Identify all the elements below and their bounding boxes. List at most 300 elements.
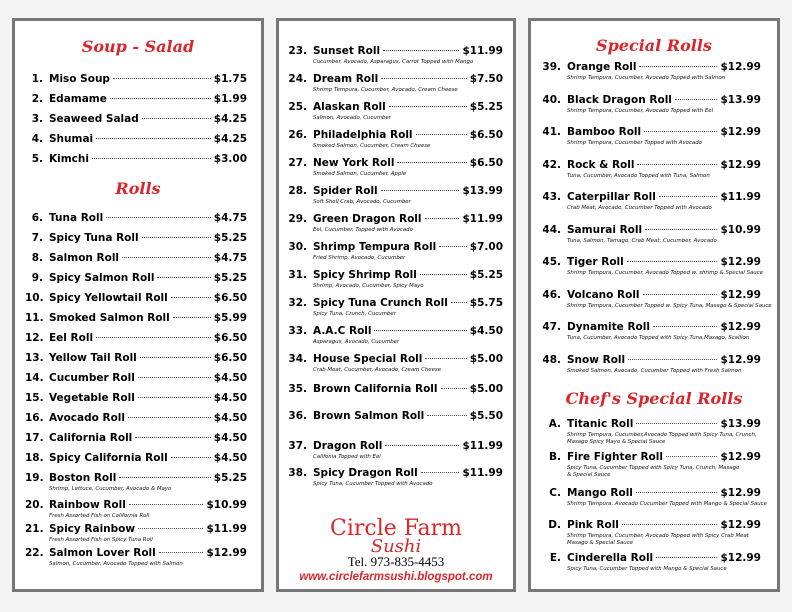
menu-item <box>541 552 761 565</box>
menu-item <box>287 157 503 170</box>
menu-item-price: $5.75 <box>469 297 503 309</box>
menu-item-price: $11.99 <box>462 213 503 225</box>
menu-item <box>541 224 761 237</box>
leader-dots <box>385 445 459 446</box>
leader-dots <box>675 99 718 100</box>
menu-item-number: 11. <box>25 312 44 324</box>
menu-item <box>27 73 247 86</box>
leader-dots <box>397 162 466 163</box>
menu-item <box>27 133 247 146</box>
menu-item-number: 27. <box>288 157 307 169</box>
menu-item <box>25 292 247 305</box>
leader-dots <box>627 261 718 262</box>
menu-item-number: 5. <box>31 153 43 165</box>
menu-item <box>25 392 247 405</box>
menu-item-description: Shrimp Tempura, Cucumber Topped w. Spicy Tuna, Masago & Special Sauce <box>567 302 772 309</box>
menu-item-number: C. <box>549 487 561 499</box>
menu-item-name: Fire Fighter Roll <box>567 451 663 463</box>
menu-item-price: $4.50 <box>213 412 247 424</box>
menu-item-price: $3.00 <box>213 153 247 165</box>
menu-item <box>25 472 247 485</box>
menu-item-name: Spicy Rainbow <box>49 523 136 535</box>
menu-item-number: 12. <box>25 332 44 344</box>
menu-item <box>25 499 247 512</box>
menu-item-name: Spicy Dragon Roll <box>313 467 418 479</box>
menu-item-description: Shrimp Tempura, Cucumber, Avocado, Cream Cheese <box>313 87 458 93</box>
menu-item-number: 14. <box>25 372 44 384</box>
menu-item-name: Brown Salmon Roll <box>313 410 425 422</box>
menu-item-description: & Special Sauce <box>567 472 611 478</box>
leader-dots <box>420 274 467 275</box>
menu-item-description: Spicy Tuna, Cucumber Topped with Avocado <box>313 481 433 487</box>
leader-dots <box>636 492 718 493</box>
menu-item-name: Dream Roll <box>313 73 379 85</box>
menu-item-description: Salmon, Avocado, Cucumber <box>313 115 391 121</box>
leader-dots <box>381 78 467 79</box>
menu-item <box>25 372 247 385</box>
menu-item-description: Shrimp Tempura, Cucumber, Avocado Topped with Spicy Crab Meat <box>567 533 749 539</box>
menu-item-name: Cinderella Roll <box>567 552 654 564</box>
menu-item-number: 35. <box>288 383 307 395</box>
menu-item-price: $13.99 <box>462 185 503 197</box>
menu-item-name: Sunset Roll <box>313 45 381 57</box>
menu-item-number: 43. <box>542 191 561 203</box>
menu-item-number: 34. <box>288 353 307 365</box>
menu-item-price: $6.50 <box>213 332 247 344</box>
menu-item-number: 40. <box>542 93 561 106</box>
menu-item-number: 19. <box>25 472 44 484</box>
menu-item-number: 31. <box>288 269 307 281</box>
menu-item <box>287 410 503 423</box>
menu-item <box>541 191 761 204</box>
menu-item-description: Tuna, Salmon, Tamago, Crab Meat, Cucumber, Avocado <box>567 237 717 244</box>
menu-item-description: Salmon, Cucumber, Avocado Topped with Salmon <box>49 561 183 567</box>
menu-item-price: $11.99 <box>206 523 247 535</box>
menu-item-number: 21. <box>25 523 44 535</box>
menu-item-number: 2. <box>31 93 43 105</box>
menu-item-price: $12.99 <box>720 321 761 333</box>
leader-dots <box>666 456 718 457</box>
menu-item-name: Rainbow Roll <box>49 499 126 511</box>
menu-item-number: 23. <box>288 45 307 57</box>
menu-item-price: $6.50 <box>213 292 247 304</box>
menu-item <box>287 353 503 366</box>
menu-item-name: Spicy California Roll <box>49 452 168 464</box>
menu-item-price: $5.99 <box>213 312 247 324</box>
menu-item <box>25 432 247 445</box>
menu-item <box>541 61 761 74</box>
menu-item-description: Spicy Tuna, Cucumber Topped with Mango & Special Sauce <box>567 566 727 572</box>
menu-item-name: Brown California Roll <box>313 383 438 395</box>
leader-dots <box>383 50 459 51</box>
menu-item-description: Smoked Salmon, Avocado, Cucumber Topped with Fresh Salmon <box>567 367 742 374</box>
menu-item-price: $13.99 <box>720 418 761 430</box>
heading-special-rolls: Special Rolls <box>596 36 712 55</box>
menu-item-number: 16. <box>25 412 44 424</box>
menu-item <box>541 519 761 532</box>
menu-item-price: $12.99 <box>720 487 761 499</box>
menu-item-number: 45. <box>542 256 561 268</box>
menu-item-name: Dynamite Roll <box>567 321 650 333</box>
leader-dots <box>138 528 203 529</box>
menu-item-price: $4.50 <box>469 325 503 337</box>
menu-item <box>287 101 503 114</box>
menu-item <box>287 241 503 254</box>
menu-item-description: Fried Shrimp, Avocado, Cucumber <box>313 255 406 261</box>
menu-item-number: 8. <box>31 252 43 264</box>
leader-dots <box>645 229 717 230</box>
menu-panel-right <box>528 18 780 592</box>
menu-item <box>25 312 247 325</box>
menu-item-name: Black Dragon Roll <box>567 93 672 106</box>
menu-panel-left <box>12 18 264 592</box>
menu-item-number: 9. <box>31 272 43 284</box>
menu-item-number: 6. <box>31 212 43 224</box>
menu-item-price: $5.25 <box>469 269 503 281</box>
heading-rolls: Rolls <box>115 179 161 198</box>
menu-item-name: Tiger Roll <box>567 256 624 268</box>
menu-item-name: Caterpillar Roll <box>567 191 656 203</box>
menu-item-description: Eel, Cucumber, Topped with Avocado <box>313 227 413 233</box>
website-link[interactable]: www.circlefarmsushi.blogspot.com <box>299 571 493 583</box>
menu-item-name: Spicy Yellowtail Roll <box>49 292 168 304</box>
menu-item-description: Smoked Salmon, Cucumber, Cream Cheese <box>313 143 431 149</box>
leader-dots <box>128 417 211 418</box>
menu-item-name: Mango Roll <box>567 487 633 499</box>
menu-item-number: 17. <box>25 432 44 444</box>
menu-item-price: $5.25 <box>213 472 247 484</box>
menu-item <box>541 418 761 431</box>
leader-dots <box>129 504 204 505</box>
menu-item-number: 41. <box>542 126 561 138</box>
menu-item-name: Yellow Tail Roll <box>49 352 137 364</box>
menu-item <box>25 412 247 425</box>
menu-item-number: 44. <box>542 223 561 236</box>
menu-item-price: $12.99 <box>720 451 761 463</box>
menu-item-number: 10. <box>25 292 44 304</box>
menu-item-price: $12.99 <box>720 353 761 366</box>
menu-item-description: Soft Shell Crab, Avocado, Cucumber <box>313 199 411 205</box>
menu-item-price: $1.99 <box>213 93 247 105</box>
menu-item-price: $5.25 <box>213 272 247 284</box>
menu-item <box>27 153 247 166</box>
menu-item <box>541 94 761 107</box>
menu-item <box>287 73 503 86</box>
menu-item <box>25 332 247 345</box>
menu-item-number: 28. <box>288 185 307 197</box>
leader-dots <box>135 437 211 438</box>
menu-item-number: 29. <box>288 213 307 225</box>
menu-item-description: Shrimp, Avocado, Cucumber, Spicy Mayo <box>313 283 424 289</box>
menu-item-number: 46. <box>542 288 561 301</box>
menu-item <box>27 93 247 106</box>
menu-item-description: Tuna, Cucumber, Avocado Topped with Spicy Tuna,Masago, Scallion <box>567 335 750 341</box>
menu-item-number: D. <box>548 519 561 531</box>
leader-dots <box>138 377 211 378</box>
menu-item-name: Miso Soup <box>49 73 110 85</box>
menu-item-name: Bamboo Roll <box>567 126 642 138</box>
menu-item-price: $11.99 <box>462 440 503 452</box>
leader-dots <box>171 297 211 298</box>
leader-dots <box>122 257 211 258</box>
menu-item-description: Shrimp Tempura, Cucumber,Avocado Topped with Spicy Tuna, Crunch, <box>567 432 757 438</box>
leader-dots <box>110 98 211 99</box>
menu-item <box>287 269 503 282</box>
menu-item-number: 30. <box>288 241 307 253</box>
menu-item-price: $6.50 <box>469 129 503 141</box>
menu-item-name: Philadelphia Roll <box>313 129 413 141</box>
menu-item <box>287 383 503 396</box>
menu-item-description: Shrimp Tempura, Avocado Cucumber Topped with Mango & Special Sauce <box>567 501 767 507</box>
menu-item-description: Fresh Assorted Fish on Spicy Tuna Roll <box>49 537 153 543</box>
menu-item-name: California Roll <box>49 432 133 444</box>
menu-item-description: Cucumber, Avocado, Asparagus, Carrot Topped with Mango <box>313 59 474 65</box>
phone-number: Tel. 973-835-4453 <box>347 554 445 569</box>
menu-item-description: Califonia Topped with Eel <box>313 454 381 460</box>
leader-dots <box>451 302 467 303</box>
menu-item-name: House Special Roll <box>313 353 423 365</box>
menu-item-number: 38. <box>288 467 307 479</box>
menu-item-price: $5.25 <box>469 101 503 113</box>
menu-item <box>287 129 503 142</box>
menu-item <box>287 440 503 453</box>
menu-item <box>287 45 503 58</box>
menu-item <box>541 126 761 139</box>
leader-dots <box>636 423 717 424</box>
menu-item-price: $12.99 <box>720 61 761 73</box>
menu-item-price: $6.50 <box>469 157 503 169</box>
menu-item-name: Spicy Salmon Roll <box>49 272 155 284</box>
menu-item-price: $5.00 <box>469 383 503 395</box>
menu-item-name: Eel Roll <box>49 332 94 344</box>
menu-item-description: Crab Meat, Avocado, Cucumber Topped with Avocado <box>567 205 712 211</box>
leader-dots <box>637 164 717 165</box>
menu-item <box>25 272 247 285</box>
menu-item <box>541 354 761 367</box>
menu-item-name: Snow Roll <box>567 353 626 366</box>
menu-item-name: Green Dragon Roll <box>313 213 422 225</box>
menu-item-name: Seaweed Salad <box>49 113 139 125</box>
menu-item-name: Boston Roll <box>49 472 117 484</box>
menu-item-description: Shrimp Tempura, Cucumber Topped with Avocado <box>567 140 702 146</box>
menu-item-number: 32. <box>288 297 307 309</box>
leader-dots <box>427 415 467 416</box>
leader-dots <box>416 134 467 135</box>
menu-item <box>541 451 761 464</box>
menu-item-description: Tuna, Cucumber, Avocado Topped with Tuna, Salmon <box>567 172 710 179</box>
menu-item-number: 7. <box>31 232 43 244</box>
menu-item <box>541 487 761 500</box>
menu-item-price: $4.25 <box>213 133 247 145</box>
menu-item-price: $12.99 <box>720 552 761 564</box>
menu-item-price: $4.50 <box>213 392 247 404</box>
menu-item-number: 37. <box>288 440 307 452</box>
heading-soup-salad: Soup - Salad <box>81 37 195 56</box>
menu-item <box>287 467 503 480</box>
menu-item <box>541 256 761 269</box>
leader-dots <box>439 246 467 247</box>
leader-dots <box>639 66 717 67</box>
menu-item-number: 24. <box>288 73 307 85</box>
menu-item-price: $13.99 <box>720 93 761 106</box>
menu-item-price: $12.99 <box>720 256 761 268</box>
menu-item-name: Spicy Shrimp Roll <box>313 269 417 281</box>
leader-dots <box>157 277 210 278</box>
leader-dots <box>389 106 467 107</box>
menu-item-description: Shrimp Tempura, Cucumber, Avocado Topped w. shrimp & Special Sauce <box>567 270 764 276</box>
menu-item-price: $7.50 <box>469 73 503 85</box>
menu-item-description: Shrimp Tempura, Cucumber, Avocado Topped with Eel <box>567 107 714 114</box>
menu-item-price: $4.75 <box>213 252 247 264</box>
menu-item-name: Rock & Roll <box>567 158 635 171</box>
menu-panel-middle <box>276 18 516 592</box>
menu-item-description: Masago Spicy Mayo & Special Sauce <box>567 439 666 445</box>
leader-dots <box>140 357 211 358</box>
menu-item-name: Orange Roll <box>567 61 637 73</box>
menu-item-number: 3. <box>31 113 43 125</box>
menu-item-name: Salmon Roll <box>49 252 120 264</box>
leader-dots <box>173 317 211 318</box>
menu-item-description: Asparagus, Avocado, Cucumber <box>313 339 400 345</box>
menu-item-price: $7.00 <box>469 241 503 253</box>
menu-item-number: 13. <box>25 352 44 364</box>
menu-item-number: 1. <box>31 73 43 85</box>
menu-item-price: $12.99 <box>206 547 247 559</box>
leader-dots <box>374 330 466 331</box>
leader-dots <box>441 388 467 389</box>
menu-item-name: Kimchi <box>49 153 89 165</box>
menu-item <box>287 213 503 226</box>
menu-item <box>25 547 247 560</box>
menu-item-price: $12.99 <box>720 126 761 138</box>
menu-item <box>25 232 247 245</box>
menu-item-name: Alaskan Roll <box>313 101 386 113</box>
leader-dots <box>119 477 210 478</box>
leader-dots <box>644 131 717 132</box>
menu-item-description: Smoked Salmon, Cucumber, Apple <box>313 171 407 177</box>
menu-item-number: 20. <box>25 499 44 511</box>
menu-item-price: $10.99 <box>206 499 247 511</box>
menu-item-name: Spicy Tuna Crunch Roll <box>313 297 448 309</box>
leader-dots <box>96 337 211 338</box>
menu-item-price: $4.50 <box>213 432 247 444</box>
menu-item-name: Edamame <box>49 93 107 105</box>
menu-item-price: $12.99 <box>720 158 761 171</box>
menu-item-description: Spicy Tuna, Crunch, Cucumber <box>313 311 396 317</box>
menu-item-price: $4.50 <box>213 372 247 384</box>
leader-dots <box>96 138 211 139</box>
menu-item-name: Smoked Salmon Roll <box>49 312 170 324</box>
menu-item-price: $12.99 <box>720 519 761 531</box>
menu-item-number: 4. <box>31 133 43 145</box>
menu-item-number: 22. <box>25 547 44 559</box>
menu-item-name: Spicy Tuna Roll <box>49 232 139 244</box>
menu-item-name: Volcano Roll <box>567 288 640 301</box>
menu-item <box>541 321 761 334</box>
restaurant-name: Circle Farm <box>329 516 463 541</box>
leader-dots <box>643 294 718 295</box>
menu-item-number: 42. <box>542 158 561 171</box>
menu-item <box>25 352 247 365</box>
menu-item-number: E. <box>549 552 561 564</box>
menu-item <box>541 289 761 302</box>
leader-dots <box>659 196 718 197</box>
heading-chefs-special-rolls: Chef's Special Rolls <box>565 389 743 408</box>
menu-item-number: 36. <box>288 410 307 422</box>
menu-item-number: 25. <box>288 101 307 113</box>
menu-item <box>287 297 503 310</box>
menu-item-number: 47. <box>542 321 561 333</box>
leader-dots <box>113 78 211 79</box>
menu-item-price: $4.75 <box>213 212 247 224</box>
menu-item-description: Shrimp Tempura, Cucumber, Avocado Topped with Salmon <box>567 75 726 81</box>
menu-item-name: Tuna Roll <box>49 212 104 224</box>
menu-item-name: Dragon Roll <box>313 440 383 452</box>
menu-item-price: $4.50 <box>213 452 247 464</box>
menu-item-number: 18. <box>25 452 44 464</box>
menu-item-name: Shrimp Tempura Roll <box>313 241 437 253</box>
menu-item <box>27 113 247 126</box>
menu-item-price: $11.99 <box>462 45 503 57</box>
leader-dots <box>171 457 211 458</box>
menu-item-name: Vegetable Roll <box>49 392 135 404</box>
menu-item <box>287 325 503 338</box>
menu-item-price: $6.50 <box>213 352 247 364</box>
menu-item-number: 33. <box>288 325 307 337</box>
leader-dots <box>142 118 211 119</box>
menu-item <box>25 523 247 536</box>
restaurant-subname: Sushi <box>370 536 422 557</box>
leader-dots <box>159 552 204 553</box>
menu-item-name: Samurai Roll <box>567 223 643 236</box>
leader-dots <box>106 217 211 218</box>
menu-item <box>25 212 247 225</box>
menu-item-name: Avocado Roll <box>49 412 126 424</box>
menu-item <box>25 452 247 465</box>
menu-item-number: 15. <box>25 392 44 404</box>
leader-dots <box>656 557 717 558</box>
menu-item <box>287 185 503 198</box>
menu-item-description: Spicy Tuna, Cucumber Topped with Spicy Tuna, Crunch, Masago <box>567 465 740 471</box>
leader-dots <box>653 326 718 327</box>
menu-item-number: 26. <box>288 129 307 141</box>
menu-item-number: 48. <box>542 353 561 366</box>
menu-item-name: Spider Roll <box>313 185 378 197</box>
leader-dots <box>622 524 718 525</box>
leader-dots <box>142 237 211 238</box>
menu-item-price: $11.99 <box>462 467 503 479</box>
menu-item-name: Cucumber Roll <box>49 372 135 384</box>
menu-item-number: B. <box>549 451 561 463</box>
menu-item-number: 39. <box>542 61 561 73</box>
leader-dots <box>421 472 460 473</box>
menu-item-price: $4.25 <box>213 113 247 125</box>
leader-dots <box>425 358 466 359</box>
menu-item-price: $11.99 <box>720 191 761 203</box>
menu-item-description: Masago & Special Sauce <box>567 540 633 546</box>
menu-item-price: $5.50 <box>469 410 503 422</box>
menu-item-price: $5.00 <box>469 353 503 365</box>
menu-item <box>25 252 247 265</box>
leader-dots <box>381 190 460 191</box>
menu-item-price: $5.25 <box>213 232 247 244</box>
menu-item <box>541 159 761 172</box>
menu-item-name: Pink Roll <box>567 519 619 531</box>
menu-item-name: A.A.C Roll <box>313 325 372 337</box>
leader-dots <box>138 397 211 398</box>
menu-item-price: $10.99 <box>720 223 761 236</box>
leader-dots <box>92 158 211 159</box>
